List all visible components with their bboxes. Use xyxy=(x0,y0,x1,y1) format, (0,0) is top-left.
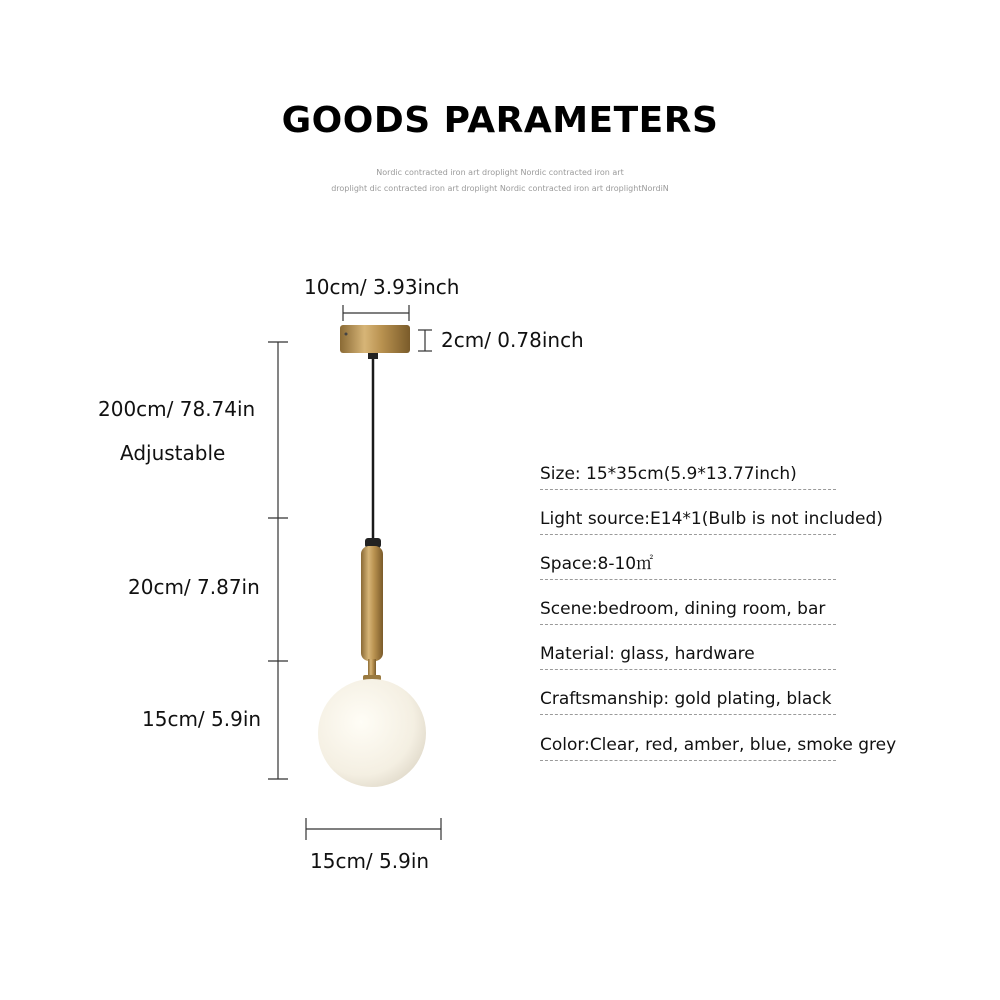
globe-width-dimension-line xyxy=(306,818,441,840)
subtitle-line-1: Nordic contracted iron art droplight Nordic contracted iron art xyxy=(376,168,624,177)
lamp-canopy xyxy=(340,325,410,353)
cable-length-label: 200cm/ 78.74in xyxy=(98,397,256,421)
glass-globe xyxy=(318,679,426,787)
canopy-height-label: 2cm/ 0.78inch xyxy=(441,328,584,352)
spec-craftsmanship: Craftsmanship: gold plating, black xyxy=(540,688,836,715)
spec-size: Size: 15*35cm(5.9*13.77inch) xyxy=(540,463,836,490)
canopy-width-dimension-line xyxy=(343,305,409,321)
lamp-rod xyxy=(361,546,383,661)
cable-adjustable-label: Adjustable xyxy=(120,441,226,465)
globe-height-label: 15cm/ 5.9in xyxy=(142,707,262,731)
subtitle-line-2: droplight dic contracted iron art droplight Nordic contracted iron art droplightNordiN xyxy=(331,184,669,193)
spec-light-source: Light source:E14*1(Bulb is not included) xyxy=(540,508,836,535)
canopy-height-dimension-line xyxy=(418,330,432,351)
spec-scene: Scene:bedroom, dining room, bar xyxy=(540,598,836,625)
height-dimension-line xyxy=(268,342,288,779)
globe-width-label: 15cm/ 5.9in xyxy=(310,849,430,873)
spec-color: Color:Clear, red, amber, blue, smoke grey xyxy=(540,734,836,761)
page-title: GOODS PARAMETERS xyxy=(281,100,719,141)
spec-space: Space:8-10㎡ xyxy=(540,553,836,580)
canopy-width-label: 10cm/ 3.93inch xyxy=(304,275,460,299)
spec-material: Material: glass, hardware xyxy=(540,643,836,670)
rod-length-label: 20cm/ 7.87in xyxy=(128,575,260,599)
